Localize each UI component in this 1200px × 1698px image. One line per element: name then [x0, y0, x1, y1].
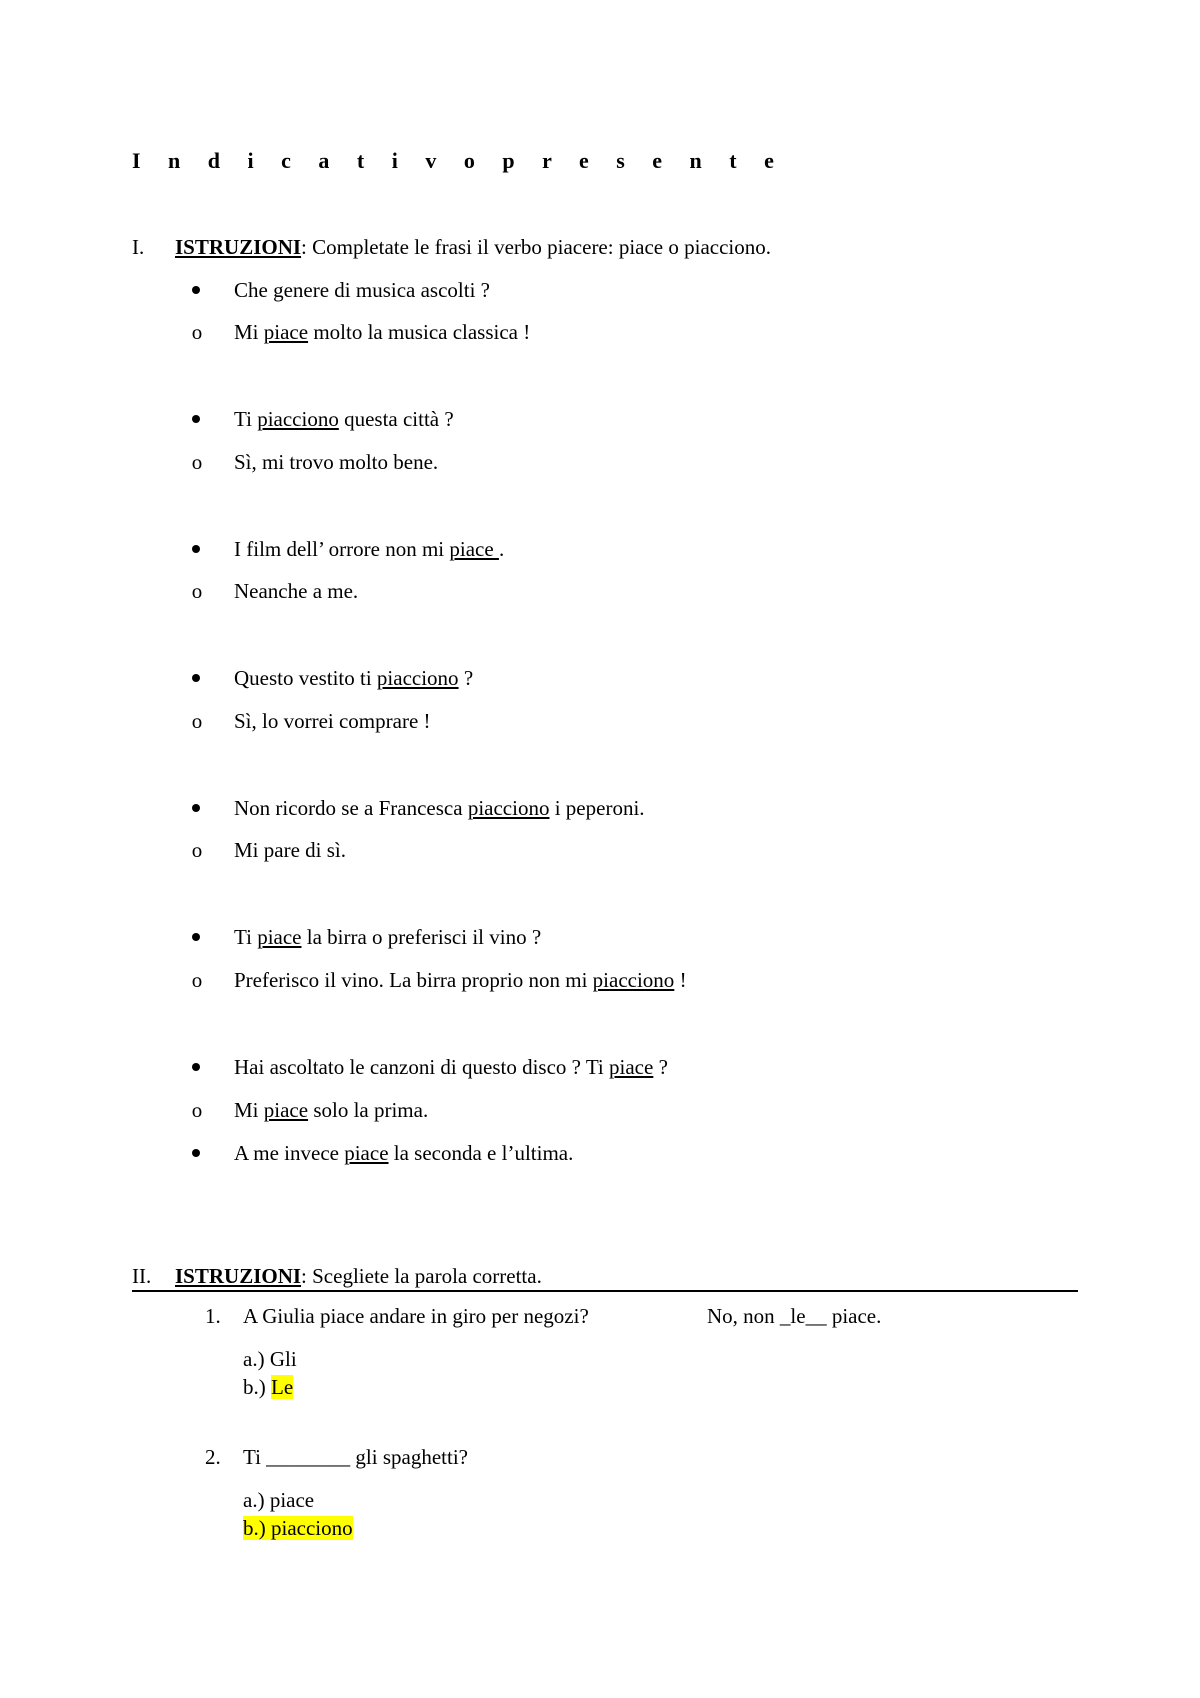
question-text: A Giulia piace andare in giro per negozi?: [243, 1304, 589, 1328]
sentence: A me invece piace la seconda e l’ultima.: [234, 1141, 574, 1165]
section-2-instructions: [175, 1262, 542, 1290]
section-1-number: I.: [132, 235, 145, 259]
highlighted-answer: b.) piacciono: [243, 1516, 353, 1540]
answer-blank: piace: [257, 925, 302, 949]
option-b: [243, 1514, 353, 1542]
circle-bullet-icon: o: [191, 1098, 203, 1122]
sentence: Mi pare di sì.: [234, 838, 346, 862]
sentence: Questo vestito ti piacciono ?: [234, 666, 474, 690]
answer-blank: piacciono: [592, 968, 675, 992]
sentence: Che genere di musica ascolti ?: [234, 278, 490, 302]
sentence: Neanche a me.: [234, 579, 359, 603]
sentence: Non ricordo se a Francesca piacciono i peperoni.: [234, 796, 645, 820]
circle-bullet-icon: o: [191, 450, 203, 474]
section-1-keyword: ISTRUZIONI: [175, 235, 302, 259]
circle-bullet-icon: o: [191, 838, 203, 862]
answer-blank: piacciono: [467, 796, 550, 820]
answer-blank: piace: [344, 1141, 389, 1165]
option-value: Gli: [269, 1347, 297, 1371]
page-title: I n d i c a t i v o p r e s e n t e: [132, 148, 785, 173]
answer-blank: piace: [263, 320, 309, 344]
bullet-icon: [192, 1149, 200, 1157]
sentence: Sì, lo vorrei comprare !: [234, 709, 431, 733]
circle-bullet-icon: o: [191, 709, 203, 733]
sentence: Mi piace molto la musica classica !: [234, 320, 531, 344]
sentence: Sì, mi trovo molto bene.: [234, 450, 439, 474]
bullet-icon: [192, 804, 200, 812]
sentence: Mi piace solo la prima.: [234, 1098, 429, 1122]
question-response: No, non _le__ piace.: [707, 1304, 882, 1328]
answer-blank: piacciono: [376, 666, 459, 690]
question-number: 1.: [205, 1304, 221, 1328]
option-a: a.) piace: [243, 1488, 315, 1512]
section-1-instruction-text: : Completate le frasi il verbo piacere: piace o piacciono.: [301, 235, 772, 259]
question-text: Ti ________ gli spaghetti?: [243, 1445, 468, 1469]
highlighted-answer: Le: [271, 1375, 294, 1399]
sentence: Ti piace la birra o preferisci il vino ?: [234, 925, 542, 949]
section-2-number: II.: [132, 1264, 152, 1288]
circle-bullet-icon: o: [191, 579, 203, 603]
answer-blank: piace: [609, 1055, 654, 1079]
sentence: I film dell’ orrore non mi piace .: [234, 537, 505, 561]
bullet-icon: [192, 415, 200, 423]
answer-blank: piacciono: [257, 407, 339, 431]
option-b: b.) Le: [243, 1375, 294, 1399]
section-2-instruction-text: : Scegliete la parola corretta.: [301, 1264, 542, 1288]
option-value: piace: [269, 1488, 315, 1512]
circle-bullet-icon: o: [191, 968, 203, 992]
question-number: 2.: [205, 1445, 221, 1469]
circle-bullet-icon: o: [191, 320, 203, 344]
section-2-heading: [132, 1262, 1078, 1292]
bullet-icon: [192, 545, 200, 553]
bullet-icon: [192, 674, 200, 682]
section-1-instructions: [175, 233, 771, 261]
sentence: Ti piacciono questa città ?: [234, 407, 454, 431]
section-2-keyword: ISTRUZIONI: [175, 1264, 302, 1288]
sentence: Hai ascoltato le canzoni di questo disco ? Ti piace ?: [234, 1055, 668, 1079]
answer-blank: piace: [449, 537, 499, 561]
bullet-icon: [192, 933, 200, 941]
bullet-icon: [192, 1063, 200, 1071]
bullet-icon: [192, 286, 200, 294]
sentence: Preferisco il vino. La birra proprio non mi piacciono !: [234, 968, 687, 992]
option-a: a.) Gli: [243, 1347, 297, 1371]
answer-blank: piace: [263, 1098, 309, 1122]
